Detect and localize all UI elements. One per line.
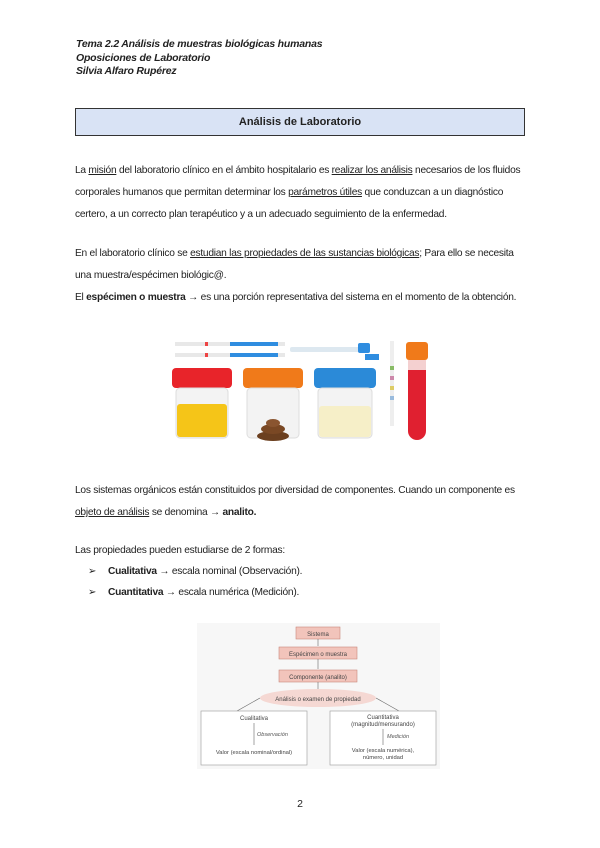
cuantitativa-value-units: número, unidad <box>362 755 404 761</box>
node-componente-label: Componente (analito) <box>289 675 347 681</box>
arrow-bullet-icon: ➢ <box>88 566 97 577</box>
test-strip-icon <box>175 342 285 357</box>
bullet-cualitativa: ➢ Cualitativa → escala nominal (Observación). <box>88 566 303 577</box>
node-sistema-label: Sistema <box>307 632 329 638</box>
header-course: Oposiciones de Laboratorio <box>76 51 211 64</box>
dipstick-icon <box>390 341 394 426</box>
node-analisis-label: Análisis o examen de propiedad <box>275 697 361 703</box>
paragraph-specimen: El espécimen o muestra → es una porción representativa del sistema en el momento de la obtención. <box>75 292 517 303</box>
swab-icon <box>290 343 379 360</box>
bullet-cuantitativa: ➢ Cuantitativa → escala numérica (Medición). <box>88 587 300 598</box>
header-topic: Tema 2.2 Análisis de muestras biológicas humanas <box>76 38 323 50</box>
cualitativa-value: Valor (escala nominal/ordinal) <box>215 750 293 756</box>
blood-tube-icon <box>406 342 428 440</box>
page-number: 2 <box>297 798 303 810</box>
paragraph-properties: En el laboratorio clínico se estudian las propiedades de las sustancias biológicas; Para ello se necesita una muestra/espécimen biológic@. <box>75 248 514 281</box>
cuantitativa-edge: Medición <box>387 734 410 740</box>
arrow-bullet-icon: ➢ <box>88 587 97 598</box>
stool-container-icon <box>243 368 303 441</box>
paragraph-forms: Las propiedades pueden estudiarse de 2 formas: <box>75 545 285 556</box>
analysis-flow-diagram <box>197 623 440 769</box>
cuantitativa-subtitle: (magnitud/mensurando) <box>351 722 415 728</box>
cualitativa-edge: Observación <box>257 732 288 738</box>
page-header <box>76 38 322 79</box>
specimen-containers-illustration <box>170 336 440 446</box>
header-author: Silvia Alfaro Rupérez <box>76 65 177 77</box>
section-title: Análisis de Laboratorio <box>75 108 525 136</box>
cualitativa-title: Cualitativa <box>239 716 269 722</box>
urine-container-icon <box>172 368 232 438</box>
node-especimen-label: Espécimen o muestra <box>288 652 348 658</box>
cuantitativa-title: Cuantitativa <box>367 715 399 721</box>
cuantitativa-value: Valor (escala numérica), <box>351 748 415 754</box>
paragraph-mission: La misión del laboratorio clínico en el ámbito hospitalario es realizar los análisis necesarios de los fluidos corporales humanos que permitan determinar los parámetros útiles que conduzcan a un diagnóstico certero, a un correcto plan terapéutico y a un adecuado seguimiento de la enfermedad. <box>75 165 521 220</box>
paragraph-analyte: Los sistemas orgánicos están constituidos por diversidad de componentes. Cuando un componente es objeto de análisis se denomina → analito. <box>75 485 515 518</box>
sample-container-icon <box>314 368 376 438</box>
